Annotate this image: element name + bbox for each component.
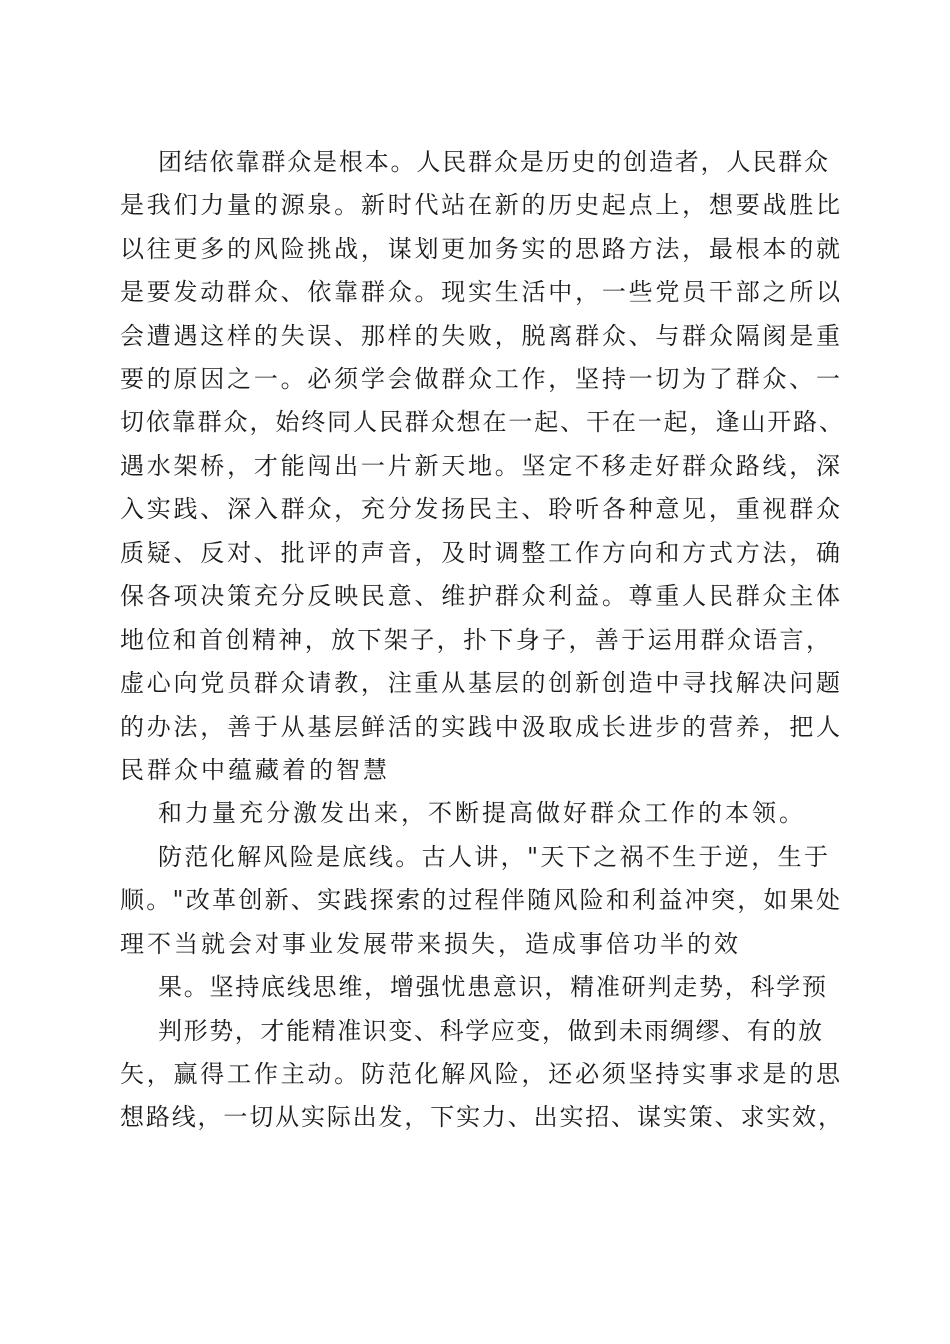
text-line: 质疑、反对、批评的声音，及时调整工作方向和方式方法，确 [120, 539, 840, 567]
text-line: 果。坚持底线思维，增强忧患意识，精准研判走势，科学预 [158, 973, 826, 1001]
text-line: 地位和首创精神，放下架子，扑下身子，善于运用群众语言， [120, 626, 830, 654]
text-line: 是要发动群众、依靠群众。现实生活中，一些党员干部之所以 [120, 278, 840, 306]
text-line: 会遭遇这样的失误、那样的失败，脱离群众、与群众隔阂是重 [120, 322, 840, 350]
text-line: 想路线，一切从实际出发，下实力、出实招、谋实策、求实效， [120, 1103, 842, 1131]
text-line: 团结依靠群众是根本。人民群众是历史的创造者，人民群众 [158, 148, 828, 176]
text-line: 理不当就会对事业发展带来损失，造成事倍功半的效 [120, 930, 741, 958]
text-line: 虚心向党员群众请教，注重从基层的创新创造中寻找解决问题 [120, 669, 840, 697]
text-line: 以往更多的风险挑战，谋划更加务实的思路方法，最根本的就 [120, 235, 840, 263]
text-line: 入实践、深入群众，充分发扬民主、聆听各种意见，重视群众 [120, 495, 840, 523]
text-line: 判形势，才能精准识变、科学应变，做到未雨绸缪、有的放 [158, 1017, 822, 1045]
text-line: 民群众中蕴藏着的智慧 [120, 756, 390, 784]
text-line: 矢，赢得工作主动。防范化解风险，还必须坚持实事求是的思 [120, 1060, 840, 1088]
text-line: 是我们力量的源泉。新时代站在新的历史起点上，想要战胜比 [120, 191, 840, 219]
text-line: 切依靠群众，始终同人民群众想在一起、干在一起，逢山开路、 [120, 408, 843, 436]
text-line: 遇水架桥，才能闯出一片新天地。坚定不移走好群众路线，深 [120, 452, 840, 480]
text-line: 防范化解风险是底线。古人讲，"天下之祸不生于逆，生于 [158, 843, 828, 871]
text-line: 要的原因之一。必须学会做群众工作，坚持一切为了群众、一 [120, 365, 840, 393]
text-line: 顺。"改革创新、实践探索的过程伴随风险和利益冲突，如果处 [120, 886, 840, 914]
text-line: 和力量充分激发出来，不断提高做好群众工作的本领。 [158, 799, 806, 827]
text-line: 的办法，善于从基层鲜活的实践中汲取成长进步的营养，把人 [120, 713, 840, 741]
text-line: 保各项决策充分反映民意、维护群众利益。尊重人民群众主体 [120, 582, 840, 610]
